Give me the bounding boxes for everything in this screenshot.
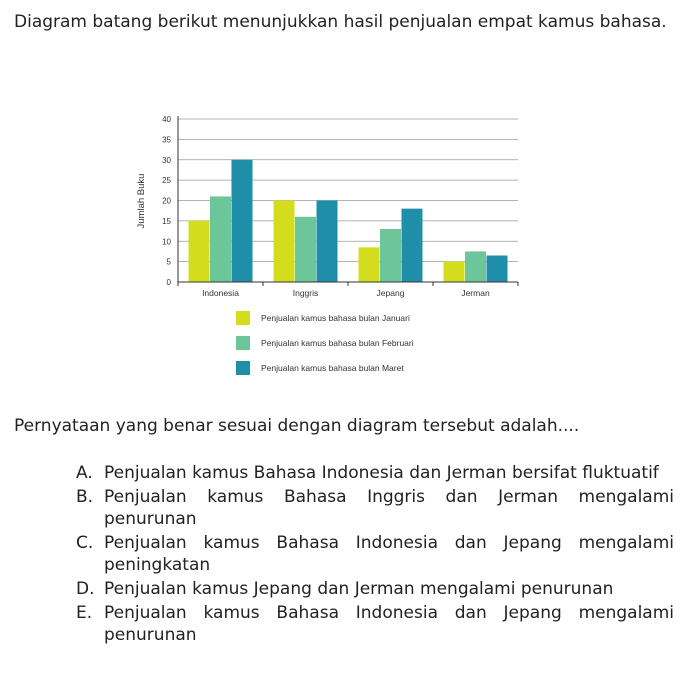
y-tick-label: 5 xyxy=(166,257,171,267)
option-e[interactable] xyxy=(76,602,674,646)
x-tick-label: Jerman xyxy=(461,288,490,298)
question-text: Pernyataan yang benar sesuai dengan diagram tersebut adalah.... xyxy=(14,416,580,436)
legend-swatch xyxy=(236,311,250,325)
y-tick-label: 30 xyxy=(162,155,171,165)
bar xyxy=(359,247,380,282)
y-tick-label: 0 xyxy=(166,278,171,287)
y-tick-label: 15 xyxy=(162,216,171,226)
x-tick-label: Inggris xyxy=(292,288,319,298)
bar xyxy=(210,196,231,282)
answer-options xyxy=(76,462,674,648)
y-tick-label: 40 xyxy=(162,115,171,124)
option-text: Penjualan kamus Bahasa Indonesia dan Jerman bersifat fluktuatif xyxy=(104,463,659,483)
legend-swatch xyxy=(236,336,250,350)
legend-swatch xyxy=(236,361,250,375)
bar-chart xyxy=(120,108,540,388)
bar xyxy=(274,201,295,283)
option-text: Penjualan kamus Bahasa Indonesia dan Jepang mengalami penurunan xyxy=(104,603,674,645)
y-axis-label: Jumlah Buku xyxy=(136,173,147,229)
option-d[interactable] xyxy=(76,578,674,600)
option-b[interactable] xyxy=(76,486,674,530)
option-text: Penjualan kamus Bahasa Inggris dan Jerman mengalami penurunan xyxy=(104,487,674,529)
legend-label: Penjualan kamus bahasa bulan Maret xyxy=(261,363,404,373)
option-letter: E. xyxy=(76,603,93,623)
x-tick-label: Indonesia xyxy=(202,288,239,298)
y-tick-label: 25 xyxy=(162,176,171,186)
option-text: Penjualan kamus Bahasa Indonesia dan Jepang mengalami peningkatan xyxy=(104,533,674,575)
option-letter: B. xyxy=(76,487,94,507)
bar xyxy=(232,160,253,282)
option-letter: C. xyxy=(76,533,94,553)
bar xyxy=(295,217,316,282)
bar xyxy=(189,221,210,282)
option-text: Penjualan kamus Jepang dan Jerman mengalami penurunan xyxy=(104,579,614,599)
bar xyxy=(444,262,465,282)
y-tick-label: 10 xyxy=(162,237,171,247)
option-a[interactable] xyxy=(76,462,674,484)
legend xyxy=(236,311,414,375)
bar xyxy=(487,256,508,282)
bar xyxy=(380,229,401,282)
option-c[interactable] xyxy=(76,532,674,576)
option-letter: A. xyxy=(76,463,93,483)
x-tick-label: Jepang xyxy=(376,288,405,298)
bar xyxy=(465,251,486,282)
intro-text: Diagram batang berikut menunjukkan hasil penjualan empat kamus bahasa. xyxy=(14,12,667,32)
y-tick-label: 35 xyxy=(162,135,171,145)
y-tick-label: 20 xyxy=(162,196,171,206)
option-letter: D. xyxy=(76,579,95,599)
legend-label: Penjualan kamus bahasa bulan Januari xyxy=(261,313,410,323)
bar xyxy=(317,201,338,283)
bar xyxy=(402,209,423,282)
legend-label: Penjualan kamus bahasa bulan Februari xyxy=(261,338,414,348)
